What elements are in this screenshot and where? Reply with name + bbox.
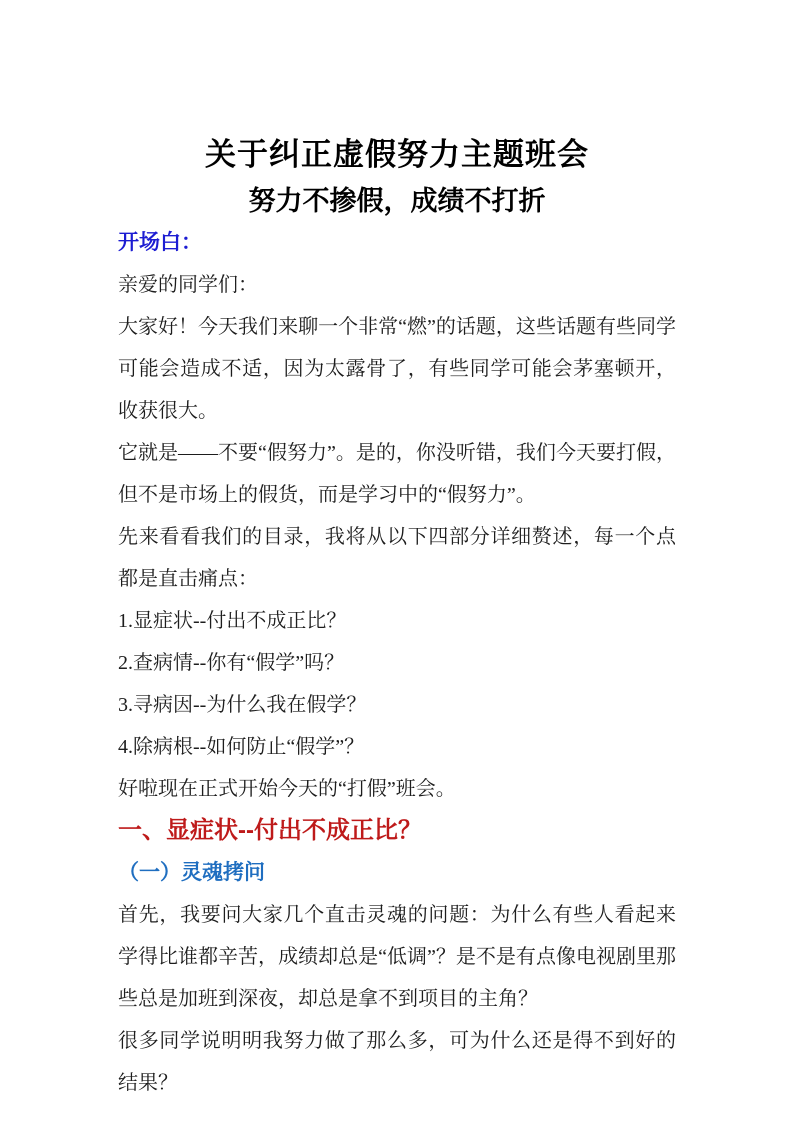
toc-item-1: 1.显症状--付出不成正比？ [118,610,347,632]
section-1-heading: 一、显症状--付出不成正比？ [118,817,422,844]
section-1-paragraph-2: 很多同学说明明我努力做了那么多，可为什么还是得不到好的结果？ [118,1030,676,1094]
page-title: 关于纠正虚假努力主题班会 [205,137,589,172]
toc-item-4: 4.除病根--如何防止“假学”？ [118,736,365,758]
toc-item-3: 3.寻病因--为什么我在假学？ [118,694,367,716]
opening-paragraph-1: 大家好！今天我们来聊一个非常“燃”的话题，这些话题有些同学可能会造成不适，因为太露骨了，有些同学可能会茅塞顿开，收获很大。 [118,316,676,422]
page-subtitle: 努力不掺假，成绩不打折 [248,186,546,216]
opening-paragraph-2: 它就是——不要“假努力”。是的，你没听错，我们今天要打假，但不是市场上的假货，而是学习中的“假努力”。 [118,442,676,506]
toc-item-2: 2.查病情--你有“假学”吗？ [118,652,345,674]
section-1-paragraph-1: 首先，我要问大家几个直击灵魂的问题：为什么有些人看起来学得比谁都辛苦，成绩却总是“低调”？是不是有点像电视剧里那些总是加班到深夜，却总是拿不到项目的主角？ [118,904,676,1010]
start-line: 好啦现在正式开始今天的“打假”班会。 [118,778,456,800]
opening-label: 开场白： [118,231,202,254]
toc-intro: 先来看看我们的目录，我将从以下四部分详细赘述，每一个点都是直击痛点： [118,526,676,590]
greeting-line: 亲爱的同学们： [118,274,258,296]
section-1-subheading: （一）灵魂拷问 [118,861,265,884]
